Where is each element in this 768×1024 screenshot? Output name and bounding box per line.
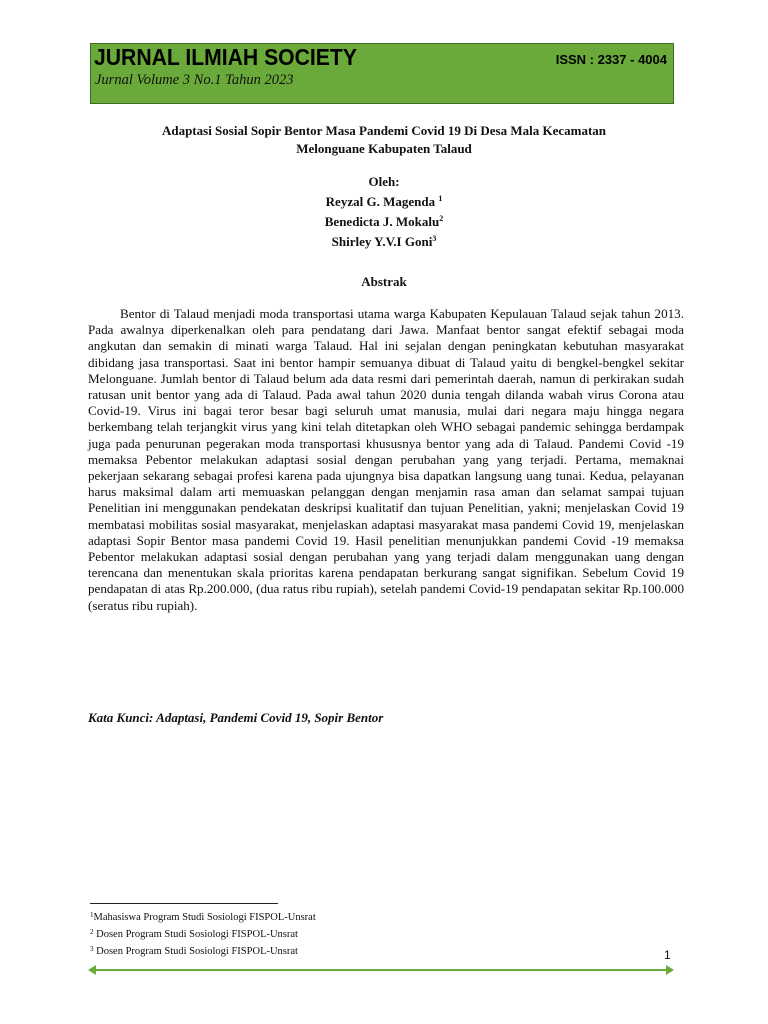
- author-name: Shirley Y.V.I Goni: [331, 234, 433, 249]
- page-number: 1: [664, 948, 671, 962]
- paper-title-line-1: Adaptasi Sosial Sopir Bentor Masa Pandemi Covid 19 Di Desa Mala Kecamatan: [161, 123, 607, 138]
- abstract-body: Bentor di Talaud menjadi moda transportasi utama warga Kabupaten Kepulauan Talaud sejak tahun 2013. Pada awalnya diperkenalkan oleh para pendatang dari Jawa. Manfaat bentor sangat efektif sebagai moda angkutan dan semakin di minati warga Talaud. Hal ini sejalan dengan peningkatan kebutuhan masyarakat dibidang jasa transportasi. Saat ini bentor hampir semuanya dibuat di Talaud yaitu di bengkel-bengkel sekitar Melonguane. Jumlah bentor di Talaud belum ada data resmi dari pemerintah daerah, namun di perkirakan sudah ratusan unit bentor yang ada di Talaud. Pada awal tahun 2020 dunia tengah dilanda wabah virus Corona atau Covid-19. Virus ini bagai teror besar bagi seluruh umat manusia, mulai dari negara maju hingga negara berkembang telah terjangkit virus yang kini telah ditetapkan oleh WHO sebagai pandemic sehingga berdampak juga pada penurunan pegerakan moda transportasi khususnya bentor yang ada di Talaud. Pandemi Covid -19 memaksa Pebentor melakukan adaptasi sosial dengan perubahan yang yang terjadi. Pertama, memaknai pekerjaan sekarang sebagai profesi karena pada ujungnya bisa dapatkan langsung uang tunai. Kedua, pelayanan harus maksimal dalam arti memuaskan pelanggan dengan menjamin rasa aman dan selamat sampai tujuan Penelitian ini menggunakan pendekatan deskripsi kualitatif dan tujuan Penelitian, yakni; menjelaskan Covid 19 membatasi mobilitas sosial masyarakat, menjelaskan adaptasi masyarakat masa pandemi Covid 19, menjelaskan adaptasi Sopir Bentor masa pandemi Covid 19. Hasil penelitian menunjukkan pandemi Covid -19 memaksa Pebentor melakukan adaptasi sosial dengan perubahan yang yang terjadi dalam menggunakan uang dengan terencana dan menentukan skala prioritas karena pendapatan berkurang sangat signifikan. Sebelum Covid 19 pendapatan di atas Rp.200.000, (dua ratus ribu rupiah), setelah pandemi Covid-19 pendapatan sekitar Rp.100.000 (seratus ribu rupiah).: [88, 306, 684, 613]
- footnote-mark: 3: [432, 234, 437, 243]
- issn-label: ISSN : 2337 - 4004: [555, 52, 667, 67]
- author-3: [90, 230, 678, 250]
- author-block: [90, 173, 678, 250]
- left-arrowhead-icon: [88, 965, 96, 975]
- footnote-separator: [90, 903, 278, 904]
- journal-name: JURNAL ILMIAH SOCIETY: [94, 44, 357, 70]
- footnote-text: Dosen Program Studi Sosiologi FISPOL-Unsrat: [93, 929, 298, 940]
- footnote-text: Dosen Program Studi Sosiologi FISPOL-Unsrat: [93, 946, 298, 957]
- footnote-mark: 2: [90, 928, 94, 936]
- paper-title: [90, 122, 678, 158]
- author-name: Benedicta J. Mokalu: [324, 214, 440, 229]
- footnote-text: Mahasiswa Program Studi Sosiologi FISPOL-Unsrat: [93, 912, 316, 923]
- footnote-3: [90, 942, 590, 959]
- journal-volume: Jurnal Volume 3 No.1 Tahun 2023: [95, 72, 294, 88]
- footnote-mark: 1: [90, 911, 94, 919]
- footer-arrow-line: [88, 964, 674, 976]
- footnote-mark: 3: [90, 945, 94, 953]
- paper-title-line-2: Melonguane Kabupaten Talaud: [296, 141, 472, 156]
- by-label: Oleh:: [368, 174, 400, 189]
- author-name: Reyzal G. Magenda: [325, 194, 439, 209]
- keywords: Kata Kunci: Adaptasi, Pandemi Covid 19, Sopir Bentor: [88, 710, 384, 725]
- author-2: [90, 210, 678, 230]
- author-1: [90, 190, 678, 210]
- journal-header: [90, 43, 674, 104]
- footnote-2: [90, 925, 590, 942]
- footnotes: [90, 908, 590, 959]
- footnote-mark: 2: [439, 214, 444, 223]
- right-arrowhead-icon: [666, 965, 674, 975]
- footnote-1: [90, 908, 590, 925]
- footnote-mark: 1: [438, 194, 443, 203]
- abstract-heading: Abstrak: [361, 274, 407, 289]
